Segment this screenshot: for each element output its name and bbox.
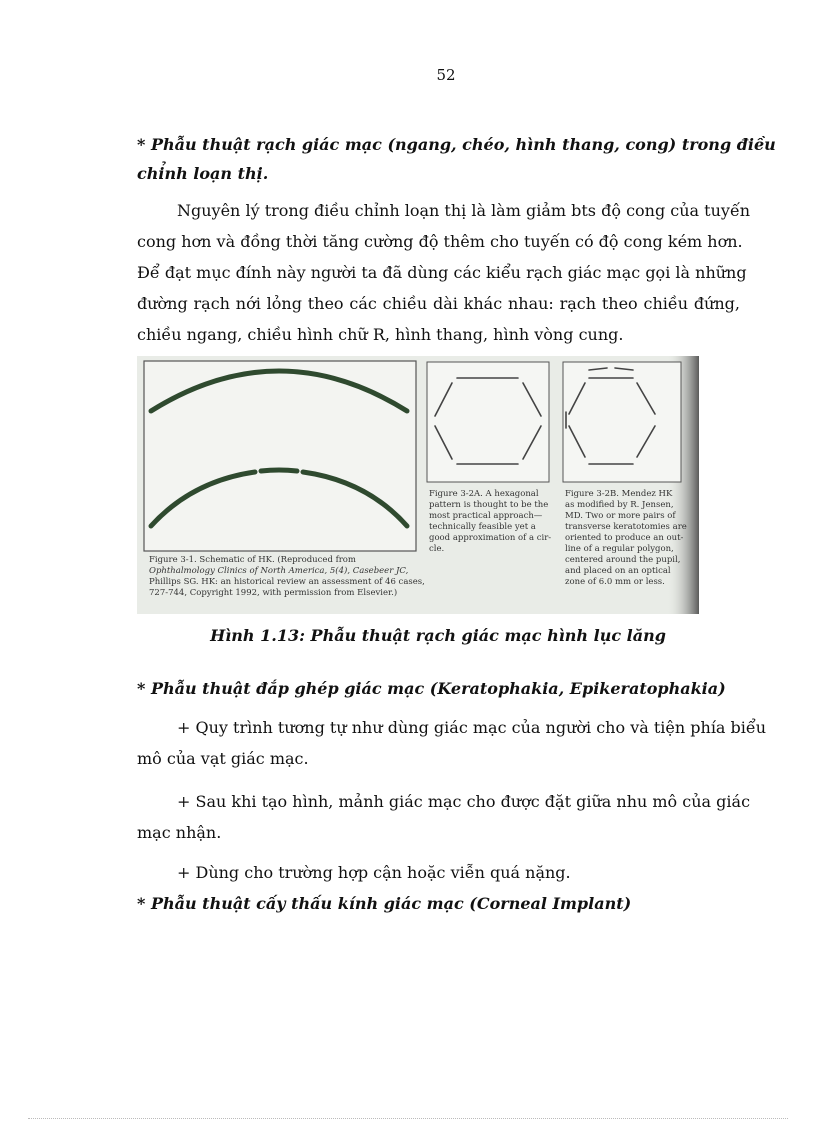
bullet-line: mạc nhận. (137, 823, 222, 842)
fig2b-caption-line: as modified by R. Jensen, (565, 500, 674, 510)
section-heading-keratophakia: * Phẫu thuật đắp ghép giác mạc (Keratophakia, Epikeratophakia) (137, 679, 726, 698)
figure-caption: Hình 1.13: Phẫu thuật rạch giác mạc hình lục lăng (210, 626, 666, 645)
fig2a-caption-line: most practical approach— (429, 511, 543, 521)
fig2a-caption-line: cle. (429, 544, 445, 554)
bullet-placement (137, 786, 751, 848)
fig2b-caption-line: line of a regular polygon, (565, 544, 674, 554)
fig2b-caption-line: and placed on an optical (565, 566, 671, 576)
paragraph-line: cong hơn và đồng thời tăng cường độ thêm cho tuyến có độ cong kém hơn. (137, 232, 743, 251)
fig2a-caption-line: technically feasible yet a (429, 522, 536, 532)
paragraph-line: chiều ngang, chiều hình chữ R, hình thang, hình vòng cung. (137, 325, 624, 344)
paragraph-line: đường rạch nới lỏng theo các chiều dài khác nhau: rạch theo chiều đứng, (137, 294, 740, 313)
fig2b-caption-line: transverse keratotomies are (565, 522, 687, 532)
section-heading-corneal-implant: * Phẫu thuật cấy thấu kính giác mạc (Corneal Implant) (137, 894, 632, 913)
bullet-line: + Sau khi tạo hình, mảnh giác mạc cho được đặt giữa nhu mô của giác (177, 792, 751, 811)
fig1-caption-line: Phillips SG. HK: an historical review an assessment of 46 cases, (149, 577, 425, 587)
fig2a-caption-line: good approximation of a cir- (429, 533, 552, 543)
fig1-caption-line: Ophthalmology Clinics of North America, 5(4), Casebeer JC, (149, 566, 409, 576)
figure-hexagonal-keratotomy (137, 356, 699, 614)
paragraph-principle (137, 195, 751, 350)
figure-panel-hk-schematic (144, 361, 425, 598)
bullet-indication (137, 857, 740, 888)
figure-panel-mendez-hk (563, 362, 687, 587)
heading-line: * Phẫu thuật rạch giác mạc (ngang, chéo, hình thang, cong) trong điều (137, 135, 776, 154)
heading-line: chỉnh loạn thị. (137, 164, 269, 183)
section-heading-astigmatism (137, 130, 776, 188)
fig1-caption-line: 727-744, Copyright 1992, with permission from Elsevier.) (149, 588, 398, 598)
fig2a-caption-line: Figure 3-2A. A hexagonal (429, 489, 539, 499)
fig2b-caption-line: zone of 6.0 mm or less. (565, 577, 665, 587)
fig2b-caption-line: MD. Two or more pairs of (565, 511, 676, 521)
fig2b-caption-line: oriented to produce an out- (565, 533, 684, 543)
page-number: 52 (436, 66, 456, 84)
bullet-line: mô của vạt giác mạc. (137, 749, 309, 768)
fig2b-caption-line: Figure 3-2B. Mendez HK (565, 489, 673, 499)
paragraph-line: Để đạt mục đính này người ta đã dùng các kiểu rạch giác mạc gọi là những (137, 263, 747, 282)
paragraph-line: Nguyên lý trong điều chỉnh loạn thị là làm giảm bts độ cong của tuyến (177, 201, 751, 220)
fig2a-caption-line: pattern is thought to be the (429, 500, 549, 510)
fig1-caption-line: Figure 3-1. Schematic of HK. (Reproduced from (149, 555, 356, 565)
fig2b-caption-line: centered around the pupil, (565, 555, 681, 565)
page-bottom-divider (28, 1118, 788, 1119)
bullet-line: + Quy trình tương tự như dùng giác mạc của người cho và tiện phía biểu (177, 718, 767, 737)
bullet-procedure (137, 712, 767, 774)
bullet-line: + Dùng cho trường hợp cận hoặc viễn quá nặng. (177, 863, 571, 882)
figure-panel-hexagon (427, 362, 551, 554)
